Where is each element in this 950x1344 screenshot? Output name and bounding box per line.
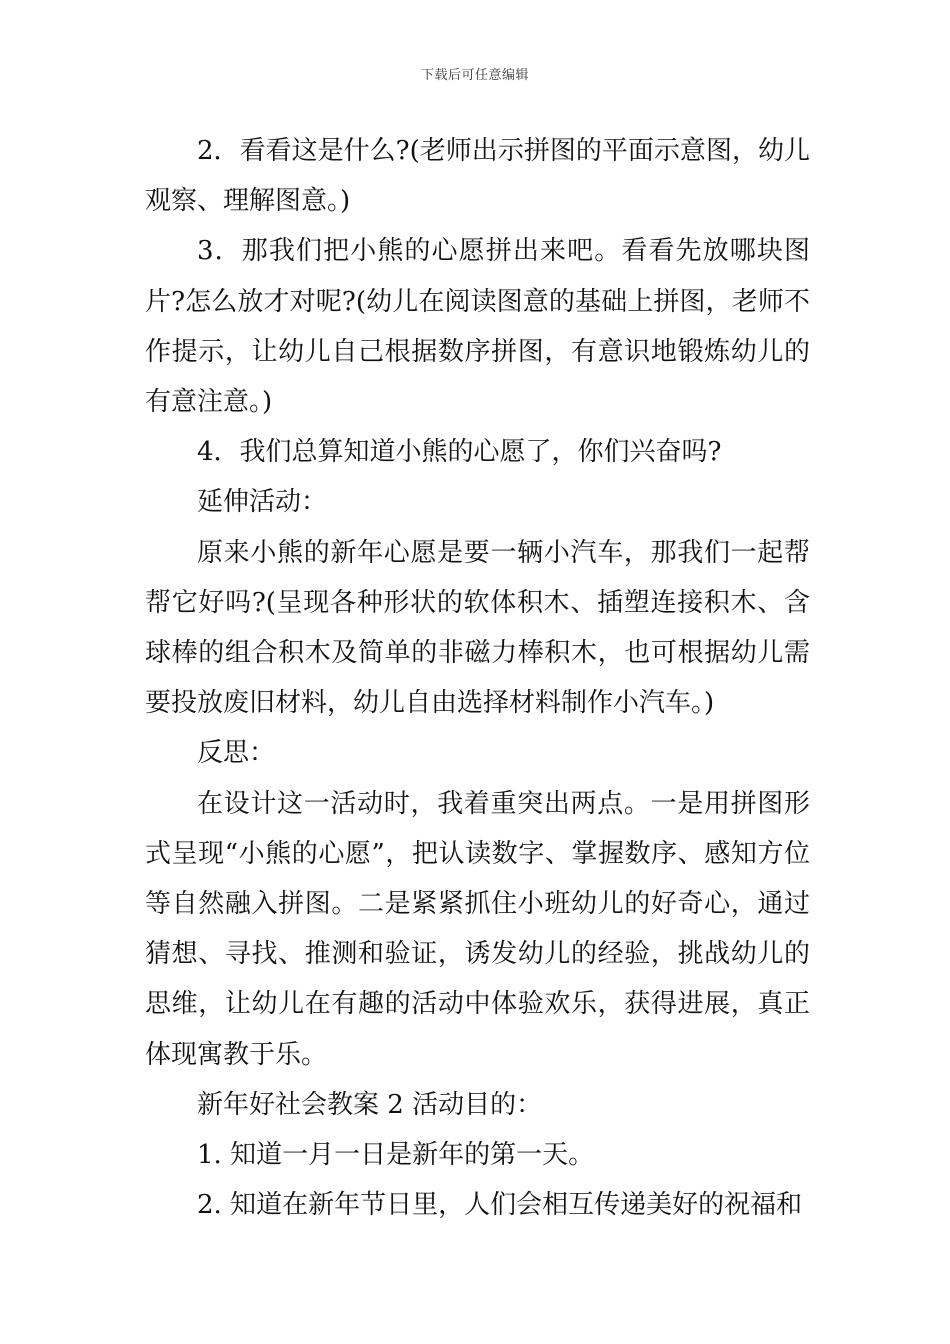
- paragraph-extension: 原来小熊的新年心愿是要一辆小汽车，那我们一起帮帮它好吗?(呈现各种形状的软体积木、插塑连接积木、含球棒的组合积木及简单的非磁力棒积木，也可根据幼儿需要投放废旧材料，幼儿自由选择材料制作小汽车。): [145, 537, 810, 719]
- paragraph-goal-2: 2. 知道在新年节日里，人们会相互传递美好的祝福和: [197, 1190, 803, 1221]
- paragraph-step-3: 3．那我们把小熊的心愿拼出来吧。看看先放哪块图片?怎么放才对呢?(幼儿在阅读图意的基础上拼图，老师不作提示，让幼儿自己根据数序拼图，有意识地锻炼幼儿的有意注意。): [145, 236, 810, 418]
- section-heading-lesson-2: 新年好社会教案 2 活动目的：: [197, 1089, 543, 1120]
- paragraph-goal-1: 1. 知道一月一日是新年的第一天。: [197, 1140, 595, 1171]
- paragraph-step-2: 2．看看这是什么?(老师出示拼图的平面示意图，幼儿观察、理解图意。): [145, 136, 810, 217]
- section-heading-extension: 延伸活动：: [197, 487, 328, 518]
- paragraph-step-4: 4．我们总算知道小熊的心愿了，你们兴奋吗?: [197, 437, 722, 468]
- section-heading-reflection: 反思：: [197, 738, 276, 769]
- page-header: 下载后可任意编辑: [420, 68, 529, 83]
- paragraph-reflection: 在设计这一活动时，我着重突出两点。一是用拼图形式呈现“小熊的心愿”，把认读数字、掌握数序、感知方位等自然融入拼图。二是紧紧抓住小班幼儿的好奇心，通过猜想、寻找、推测和验证，诱发幼儿的经验，挑战幼儿的思维，让幼儿在有趣的活动中体验欢乐，获得进展，真正体现寓教于乐。: [145, 788, 810, 1070]
- document-body: [145, 126, 810, 1230]
